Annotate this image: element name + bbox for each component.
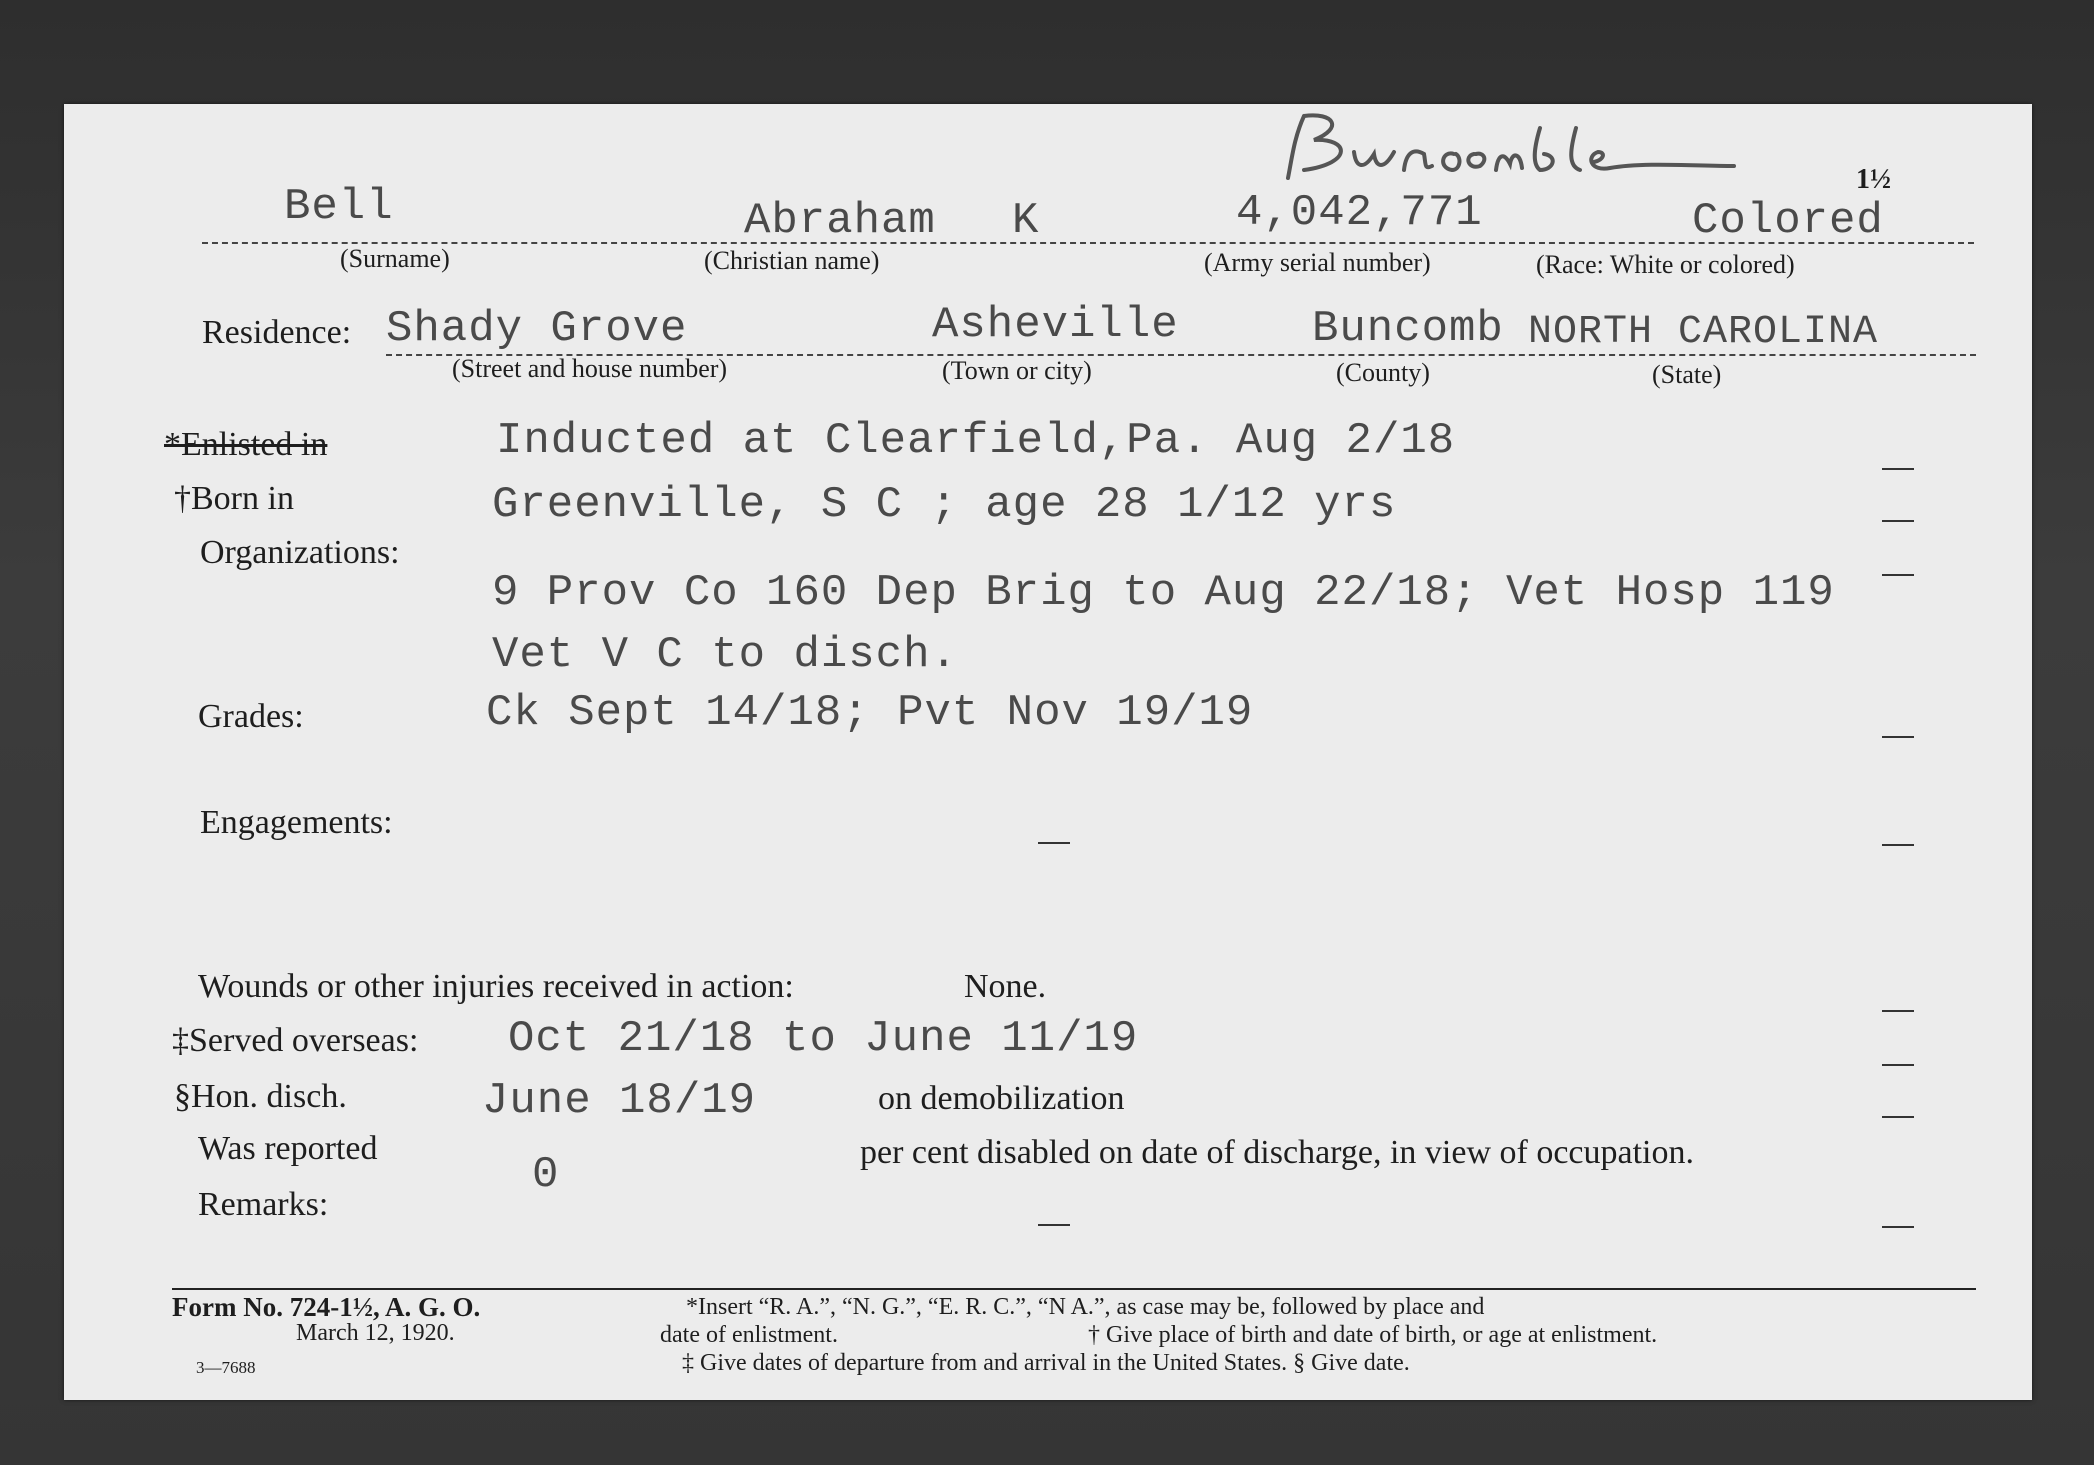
organizations-line-1: 9 Prov Co 160 Dep Brig to Aug 22/18; Vet Hosp 119 (492, 568, 1835, 618)
enlisted-label: *Enlisted in (164, 426, 328, 463)
reported-label: Was reported (198, 1130, 378, 1167)
county-caption: (County) (1336, 358, 1430, 387)
residence-street-value: Shady Grove (386, 304, 688, 354)
footnote-date-of-enlistment: date of enlistment. (660, 1322, 838, 1348)
grades-value: Ck Sept 14/18; Pvt Nov 19/19 (486, 688, 1254, 738)
christian-name-caption: (Christian name) (704, 246, 880, 275)
wounds-value: None. (964, 968, 1047, 1005)
residence-county-value: Buncomb (1312, 304, 1504, 354)
enlisted-value: Inducted at Clearfield,Pa. Aug 2/18 (496, 416, 1456, 466)
organizations-line-2: Vet V C to disch. (492, 630, 958, 680)
born-label: †Born in (174, 480, 294, 517)
organizations-label: Organizations: (200, 534, 400, 571)
discharge-value: June 18/19 (482, 1076, 757, 1126)
engagements-label: Engagements: (200, 804, 393, 841)
print-code: 3—7688 (196, 1358, 256, 1377)
reported-note: per cent disabled on date of discharge, in view of occupation. (860, 1134, 1694, 1171)
footnote-overseas-dates: ‡ Give dates of departure from and arrival in the United States. § Give date. (682, 1350, 1410, 1376)
organizations-dash (1882, 574, 1914, 576)
wounds-dash (1882, 1010, 1914, 1012)
overseas-label: ‡Served overseas: (172, 1022, 419, 1059)
residence-state-value: NORTH CAROLINA (1528, 310, 1879, 355)
surname-caption: (Surname) (340, 244, 450, 273)
residence-label: Residence: (202, 314, 352, 351)
surname-value: Bell (284, 182, 394, 232)
discharge-note: on demobilization (878, 1080, 1125, 1117)
engagements-dash (1882, 844, 1914, 846)
christian-name-value: Abraham (744, 196, 936, 246)
residence-town-value: Asheville (932, 300, 1179, 350)
remarks-center-dash (1038, 1224, 1070, 1226)
middle-initial-value: K (1012, 196, 1040, 246)
footer-rule (172, 1288, 1976, 1290)
grades-dash (1882, 736, 1914, 738)
overseas-dash (1882, 1064, 1914, 1066)
engagements-center-dash (1038, 842, 1070, 844)
wounds-label: Wounds or other injuries received in action: (198, 968, 794, 1005)
street-caption: (Street and house number) (452, 354, 728, 383)
overseas-value: Oct 21/18 to June 11/19 (508, 1014, 1139, 1064)
serial-number-value: 4,042,771 (1236, 188, 1483, 238)
discharge-dash (1882, 1116, 1914, 1118)
enlisted-dash (1882, 468, 1914, 470)
form-number: Form No. 724-1½, A. G. O. (172, 1292, 481, 1322)
handwritten-county-signature (1264, 108, 1824, 194)
remarks-label: Remarks: (198, 1186, 329, 1223)
serial-caption: (Army serial number) (1204, 248, 1431, 277)
discharge-label: §Hon. disch. (174, 1078, 347, 1115)
form-date: March 12, 1920. (296, 1320, 455, 1346)
born-dash (1882, 520, 1914, 522)
footnote-birth: † Give place of birth and date of birth, or age at enlistment. (1088, 1322, 1658, 1348)
footnote-insert: *Insert “R. A.”, “N. G.”, “E. R. C.”, “N A.”, as case may be, followed by place and (686, 1294, 1485, 1320)
race-caption: (Race: White or colored) (1536, 250, 1795, 279)
state-caption: (State) (1652, 360, 1722, 389)
town-caption: (Town or city) (942, 356, 1092, 385)
fraction-mark: 1½ (1856, 164, 1891, 195)
remarks-dash (1882, 1226, 1914, 1228)
name-dotted-line (202, 242, 1974, 244)
reported-value: 0 (532, 1150, 560, 1200)
race-value: Colored (1692, 196, 1884, 246)
service-record-card (64, 104, 2032, 1400)
born-value: Greenville, S C ; age 28 1/12 yrs (492, 480, 1397, 530)
grades-label: Grades: (198, 698, 304, 735)
